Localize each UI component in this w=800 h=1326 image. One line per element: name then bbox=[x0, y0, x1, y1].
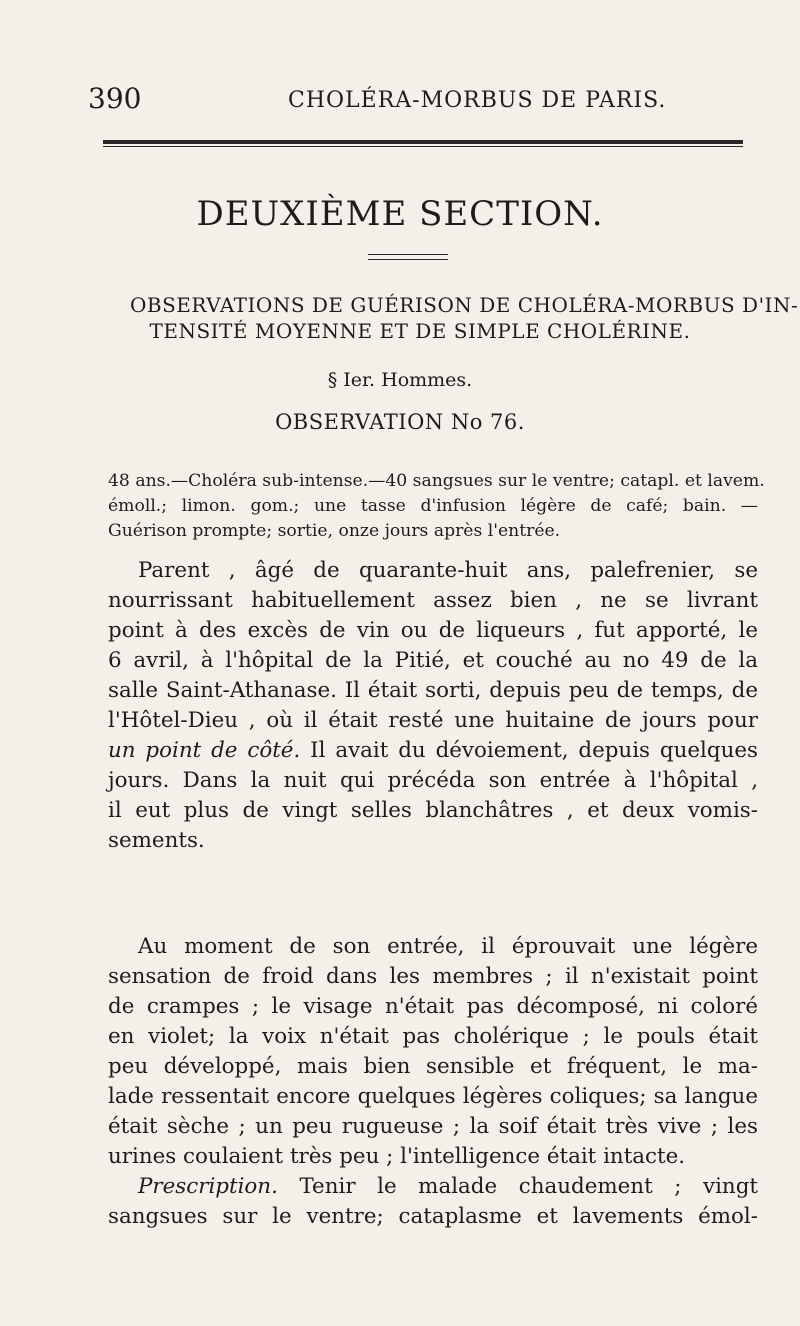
text-line: jours. Dans la nuit qui précéda son entrée à l'hôpital , bbox=[108, 768, 758, 793]
text-line: sements. bbox=[108, 828, 205, 853]
text-line: Au moment de son entrée, il éprouvait une légère bbox=[138, 934, 758, 959]
summary-line: émoll.; limon. gom.; une tasse d'infusion légère de café; bain. — bbox=[108, 496, 758, 516]
text-line: lade ressentait encore quelques légères coliques; sa langue bbox=[108, 1084, 758, 1109]
divider-rule bbox=[368, 259, 448, 260]
italic-phrase: un point de côté. bbox=[108, 738, 301, 763]
subtitle-line: OBSERVATIONS DE GUÉRISON DE CHOLÉRA-MORBUS D'IN- bbox=[130, 293, 799, 317]
header-rule-thin bbox=[103, 146, 743, 147]
running-head bbox=[88, 82, 712, 118]
text-line: urines coulaient très peu ; l'intelligence était intacte. bbox=[108, 1144, 686, 1169]
text-line: nourrissant habituellement assez bien , ne se livrant bbox=[108, 588, 758, 613]
text-line: il eut plus de vingt selles blanchâtres , et deux vomis- bbox=[108, 798, 758, 823]
text-line: Parent , âgé de quarante-huit ans, palefrenier, se bbox=[138, 558, 758, 583]
text-line: sangsues sur le ventre; cataplasme et lavements émol- bbox=[108, 1204, 758, 1229]
text-line: peu développé, mais bien sensible et fréquent, le ma- bbox=[108, 1054, 758, 1079]
summary-line: 48 ans.—Choléra sub-intense.—40 sangsues sur le ventre; catapl. et lavem. bbox=[108, 471, 765, 491]
text-line: l'Hôtel-Dieu , où il était resté une huitaine de jours pour bbox=[108, 708, 758, 733]
text-line: salle Saint-Athanase. Il était sorti, depuis peu de temps, de bbox=[108, 678, 758, 703]
text-line: sensation de froid dans les membres ; il n'existait point bbox=[108, 964, 758, 989]
text-line bbox=[108, 736, 758, 766]
header-rule-thick bbox=[103, 140, 743, 144]
paragraph bbox=[108, 556, 758, 856]
text-line: 6 avril, à l'hôpital de la Pitié, et couché au no 49 de la bbox=[108, 648, 758, 673]
running-title: CHOLÉRA-MORBUS DE PARIS. bbox=[288, 88, 667, 113]
page-number: 390 bbox=[88, 82, 142, 115]
observation-title: OBSERVATION No 76. bbox=[275, 410, 525, 434]
paragraph-mark: § Ier. Hommes. bbox=[327, 369, 473, 391]
text-line bbox=[108, 1172, 758, 1202]
text-line: était sèche ; un peu rugueuse ; la soif était très vive ; les bbox=[108, 1114, 758, 1139]
subtitle-line: TENSITÉ MOYENNE ET DE SIMPLE CHOLÉRINE. bbox=[149, 319, 691, 343]
subtitle bbox=[130, 292, 799, 344]
divider-rule bbox=[368, 254, 448, 255]
text-line: de crampes ; le visage n'était pas décomposé, ni coloré bbox=[108, 994, 758, 1019]
paragraph bbox=[108, 932, 758, 1232]
case-summary bbox=[108, 469, 765, 544]
italic-phrase: Prescription. bbox=[138, 1174, 278, 1199]
summary-line: Guérison prompte; sortie, onze jours après l'entrée. bbox=[108, 521, 561, 541]
section-heading: DEUXIÈME SECTION. bbox=[196, 194, 604, 234]
text-fragment: Il avait du dévoiement, depuis quelques bbox=[310, 738, 758, 763]
text-fragment: Tenir le malade chaudement ; vingt bbox=[299, 1174, 758, 1199]
text-line: en violet; la voix n'était pas cholérique ; le pouls était bbox=[108, 1024, 758, 1049]
text-line: point à des excès de vin ou de liqueurs , fut apporté, le bbox=[108, 618, 758, 643]
